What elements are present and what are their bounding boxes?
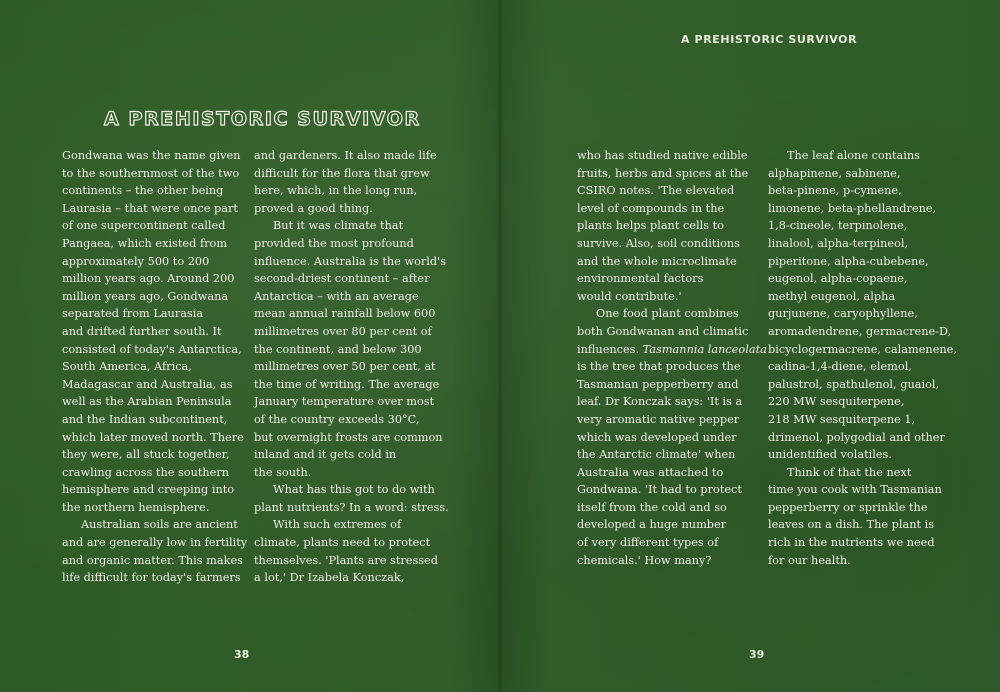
page-number-right: 39 [749, 648, 765, 661]
text-line: which was developed under [577, 430, 737, 444]
text-line: difficult for the flora that grew [254, 166, 430, 180]
text-line: a lot,' Dr Izabela Konczak, [254, 571, 405, 585]
text-line: Think of that the next [787, 465, 912, 479]
text-line: alphapinene, sabinene, [768, 166, 901, 180]
page-number-left: 38 [234, 648, 250, 661]
text-line: palustrol, spathulenol, guaiol, [768, 377, 940, 391]
text-line: Pangaea, which existed from [62, 236, 228, 250]
text-line: Australian soils are ancient [81, 518, 238, 532]
text-line: they were, all stuck together, [62, 448, 230, 462]
text-line: aromadendrene, germacrene-D, [768, 324, 952, 338]
text-line: and the Indian subcontinent, [62, 412, 228, 426]
text-line: provided the most profound [254, 236, 414, 250]
text-line: second-driest continent – after [254, 272, 430, 286]
text-line: gurjunene, caryophyllene, [768, 307, 918, 321]
text-line: here, which, in the long run, [254, 184, 418, 198]
text-line: both Gondwanan and climatic [577, 324, 749, 338]
text-line: would contribute.' [577, 289, 682, 303]
text-line: Antarctica – with an average [254, 289, 419, 303]
text-line [577, 341, 767, 359]
text-line: million years ago. Around 200 [62, 272, 235, 286]
text-line: which later moved north. There [62, 430, 244, 444]
text-line: What has this got to do with [273, 483, 435, 497]
text-line: is the tree that produces the [577, 360, 741, 374]
text-line: the northern hemisphere. [62, 500, 210, 514]
text-line: but overnight frosts are common [254, 430, 443, 444]
running-head: A PREHISTORIC SURVIVOR [681, 33, 858, 46]
species-name: Tasmannia lanceolata [642, 342, 767, 356]
text-line: Laurasia – that were once part [62, 201, 238, 215]
text-line: leaf. Dr Konczak says: 'It is a [577, 395, 743, 409]
text-line: million years ago, Gondwana [62, 289, 229, 303]
text-line: of the country exceeds 30°C, [254, 412, 420, 426]
text-column-3 [577, 147, 767, 569]
text-line: eugenol, alpha-copaene, [768, 272, 908, 286]
text-line: climate, plants need to protect [254, 536, 431, 550]
text-line: the continent, and below 300 [254, 342, 422, 356]
text-line: hemisphere and creeping into [62, 483, 235, 497]
text-line: leaves on a dish. The plant is [768, 518, 935, 532]
text-line: very aromatic native pepper [577, 412, 740, 426]
text-line: 218 MW sesquiterpene 1, [768, 412, 916, 426]
text-line: methyl eugenol, alpha [768, 289, 896, 303]
text-line: piperitone, alpha-cubebene, [768, 254, 929, 268]
text-line: drimenol, polygodial and other [768, 430, 945, 444]
text-line: separated from Laurasia [62, 307, 204, 321]
text-line: and drifted further south. It [62, 324, 222, 338]
text-column-4 [768, 147, 957, 569]
text-line: millimetres over 80 per cent of [254, 324, 432, 338]
text-line: level of compounds in the [577, 201, 725, 215]
text-line: and the whole microclimate [577, 254, 737, 268]
text-line: pepperberry or sprinkle the [768, 500, 928, 514]
text-line: fruits, herbs and spices at the [577, 166, 749, 180]
text-line: Tasmanian pepperberry and [577, 377, 739, 391]
text-line: plant nutrients? In a word: stress. [254, 500, 449, 514]
text-line: mean annual rainfall below 600 [254, 307, 436, 321]
text-line: Australia was attached to [577, 465, 724, 479]
text-line: of one supercontinent called [62, 219, 226, 233]
text-line: CSIRO notes. 'The elevated [577, 184, 735, 198]
text-line: limonene, beta-phellandrene, [768, 201, 937, 215]
text-line: One food plant combines [596, 307, 739, 321]
text-line: plants helps plant cells to [577, 219, 724, 233]
text-line: chemicals.' How many? [577, 553, 712, 567]
text-line: the time of writing. The average [254, 377, 440, 391]
text-line: bicyclogermacrene, calamenene, [768, 342, 957, 356]
page-gutter [497, 0, 503, 692]
chapter-title: A PREHISTORIC SURVIVOR [104, 108, 421, 130]
text-line: the Antarctic climate' when [577, 448, 736, 462]
text-line: With such extremes of [273, 518, 402, 532]
text-line: and gardeners. It also made life [254, 149, 437, 162]
text-line: consisted of today's Antarctica, [62, 342, 242, 356]
text-line: continents – the other being [62, 184, 224, 198]
text-line: well as the Arabian Peninsula [62, 395, 232, 409]
text-line: South America, Africa, [62, 360, 192, 374]
text-line: But it was climate that [273, 219, 404, 233]
text-line: unidentified volatiles. [768, 448, 892, 462]
text-line: The leaf alone contains [787, 149, 920, 162]
text-line: inland and it gets cold in [254, 448, 397, 462]
text-line: themselves. 'Plants are stressed [254, 553, 438, 567]
text-line: Madagascar and Australia, as [62, 377, 233, 391]
text-line: and organic matter. This makes [62, 553, 243, 567]
text-line: developed a huge number [577, 518, 727, 532]
text-line: millimetres over 50 per cent, at [254, 360, 436, 374]
text-line: beta-pinene, p-cymene, [768, 184, 902, 198]
text-line: of very different types of [577, 536, 719, 550]
text-line: who has studied native edible [577, 149, 748, 162]
text-line: January temperature over most [254, 395, 435, 409]
text-line: to the southernmost of the two [62, 166, 240, 180]
text-line: 1,8-cineole, terpinolene, [768, 219, 908, 233]
text-line: cadina-1,4-diene, elemol, [768, 360, 912, 374]
text-line: crawling across the southern [62, 465, 230, 479]
text-fragment: influences. [577, 342, 640, 356]
text-line: and are generally low in fertility [62, 536, 248, 550]
text-line: proved a good thing. [254, 201, 373, 215]
text-line: environmental factors [577, 272, 704, 286]
text-line: linalool, alpha-terpineol, [768, 236, 909, 250]
text-line: for our health. [768, 553, 851, 567]
text-line: time you cook with Tasmanian [768, 483, 942, 497]
text-line: life difficult for today's farmers [62, 571, 241, 585]
text-line: Gondwana. 'It had to protect [577, 483, 742, 497]
text-column-1 [62, 147, 248, 587]
text-line: the south. [254, 465, 312, 479]
text-line: survive. Also, soil conditions [577, 236, 740, 250]
text-line: itself from the cold and so [577, 500, 727, 514]
text-line: 220 MW sesquiterpene, [768, 395, 905, 409]
text-line: approximately 500 to 200 [62, 254, 210, 268]
text-line: influence. Australia is the world's [254, 254, 447, 268]
text-line: rich in the nutrients we need [768, 536, 935, 550]
text-column-2 [254, 147, 449, 587]
text-line: Gondwana was the name given [62, 149, 241, 162]
